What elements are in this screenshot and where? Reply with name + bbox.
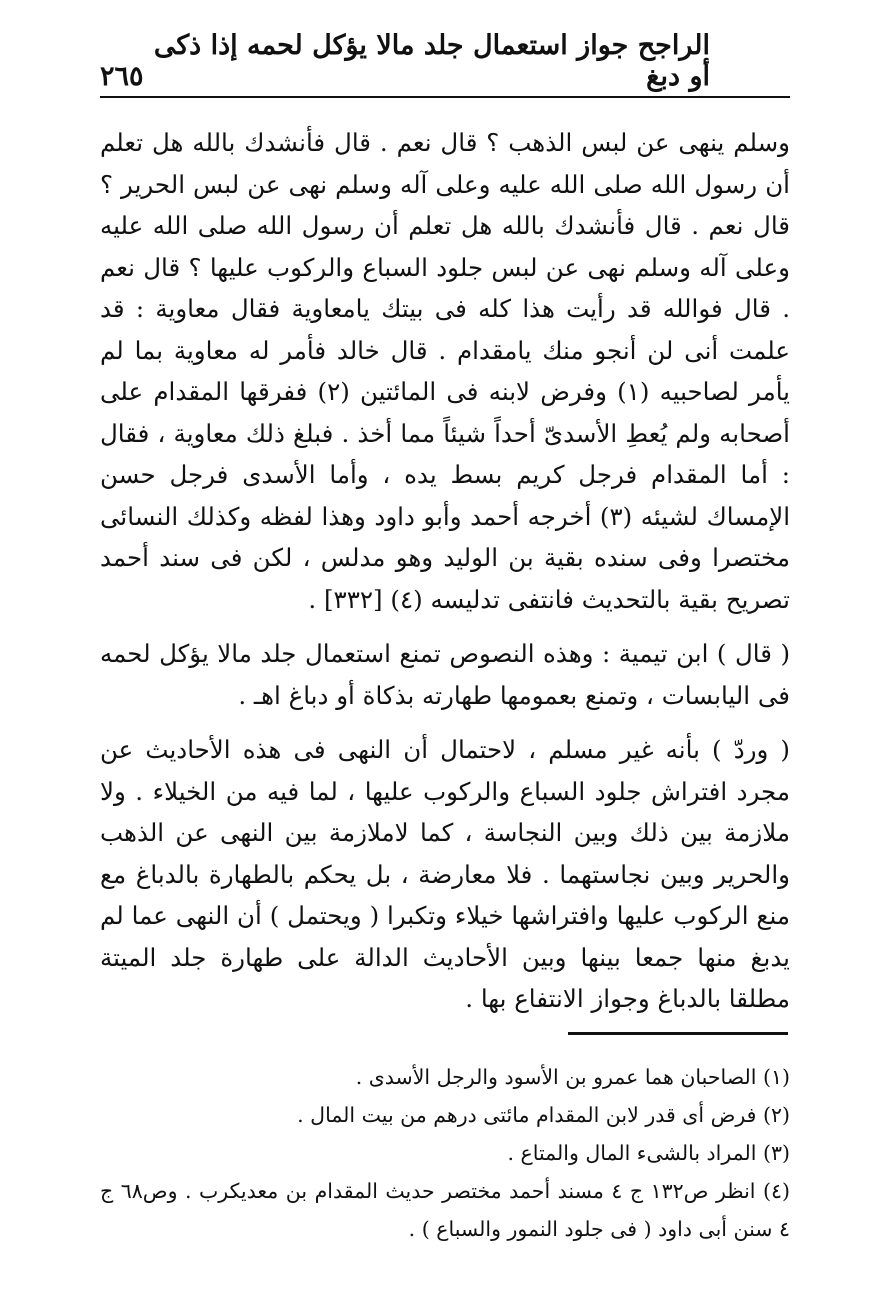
footnotes (100, 1058, 790, 1248)
running-header (100, 30, 790, 98)
footnote-3: (٣) المراد بالشىء المال والمتاع . (507, 1141, 790, 1165)
page-number: ٢٦٥ (100, 61, 144, 92)
footnote-2: (٢) فرض أى قدر لابن المقدام مائتى درهم من بيت المال . (297, 1103, 790, 1127)
main-text (100, 122, 790, 1020)
header-title: الراجح جواز استعمال جلد مالا يؤكل لحمه إذا ذكى أو دبغ (153, 30, 710, 92)
paragraph-rebuttal: ( وردّ ) بأنه غير مسلم ، لاحتمال أن النهى فى هذه الأحاديث عن مجرد افتراش جلود السباع والركوب عليها ، لما فيه من الخيلاء . ولا ملازمة بين ذلك وبين النجاسة ، كما لاملازمة بين النهى عن الذهب والحرير وبين نجاستهما . فلا معارضة ، بل يحكم بالطهارة بالدباغ مع منع الركوب عليها وافتراشها خيلاء وتكبرا ( ويحتمل ) أن النهى عما لم يدبغ منها جمعا بينها وبين الأحاديث الدالة على طهارة جلد الميتة مطلقا بالدباغ وجواز الانتفاع بها . (100, 735, 790, 1013)
footnote-1: (١) الصاحبان هما عمرو بن الأسود والرجل الأسدى . (355, 1065, 790, 1089)
footnote-divider (568, 1032, 788, 1035)
paragraph-hadith: وسلم ينهى عن لبس الذهب ؟ قال نعم . قال فأنشدك بالله هل تعلم أن رسول الله صلى الله عليه وعلى آله وسلم نهى عن لبس الحرير ؟ قال نعم . قال فأنشدك بالله هل تعلم أن رسول الله صلى الله عليه وعلى آله وسلم نهى عن لبس جلود السباع والركوب عليها ؟ قال نعم . قال فوالله قد رأيت هذا كله فى بيتك يامعاوية فقال معاوية : قد علمت أنى لن أنجو منك يامقدام . قال خالد فأمر له معاوية بما لم يأمر لصاحبيه (١) وفرض لابنه فى المائتين (٢) ففرقها المقدام على أصحابه ولم يُعطِ الأسدىّ أحداً شيئاً مما أخذ . فبلغ ذلك معاوية ، فقال : أما المقدام فرجل كريم بسط يده ، وأما الأسدى فرجل حسن الإمساك لشيئه (٣) أخرجه أحمد وأبو داود وهذا لفظه وكذلك النسائى مختصرا وفى سنده بقية بن الوليد وهو مدلس ، لكن فى سند أحمد تصريح بقية بالتحديث فانتفى تدليسه (٤) [٣٣٢] . (100, 128, 790, 614)
footnote-4: (٤) انظر ص١٣٢ ج ٤ مسند أحمد مختصر حديث المقدام بن معديكرب . وص٦٨ ج ٤ سنن أبى داود ( فى جلود النمور والسباع ) . (100, 1179, 791, 1241)
paragraph-ibn-taymiyya: ( قال ) ابن تيمية : وهذه النصوص تمنع استعمال جلد مالا يؤكل لحمه فى اليابسات ، وتمنع بعمومها طهارته بذكاة أو دباغ اهـ . (100, 639, 790, 710)
